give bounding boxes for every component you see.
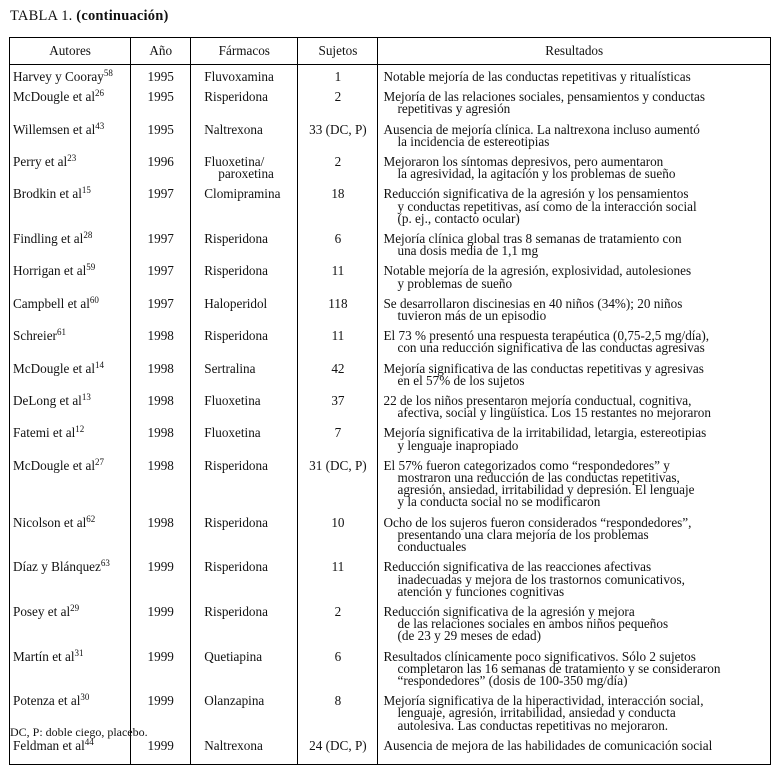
author-name: Campbell et al	[13, 295, 90, 311]
table-caption	[10, 8, 169, 25]
reference-number: 63	[100, 558, 110, 569]
cell-year: 1999	[131, 734, 191, 765]
cell-year: 1995	[131, 85, 191, 117]
cell-author	[10, 85, 131, 117]
cell-year: 1996	[131, 150, 191, 182]
result-line: Ausencia de mejoría clínica. La naltrexona incluso aumentó	[383, 121, 700, 137]
author-name: McDougle et al	[13, 360, 96, 376]
cell-results	[378, 227, 771, 259]
drug-line: paroxetina	[218, 166, 274, 182]
author-name: Brodkin et al	[13, 186, 82, 202]
cell-subjects: 2	[298, 85, 378, 117]
result-line: inadecuadas y mejora de los trastornos comunicativos,	[397, 571, 685, 587]
table-row	[10, 118, 771, 150]
table-row	[10, 421, 771, 453]
cell-results	[378, 357, 771, 389]
cell-subjects: 31 (DC, P)	[298, 454, 378, 511]
result-line: lenguaje, agresión, irritabilidad, ansiedad y conducta	[397, 705, 676, 721]
cell-subjects: 42	[298, 357, 378, 389]
result-line: (p. ej., contacto ocular)	[397, 210, 520, 226]
result-line: Notable mejoría de las conductas repetitivas y ritualísticas	[383, 69, 691, 84]
cell-author	[10, 645, 131, 690]
cell-drug	[191, 454, 298, 511]
cell-subjects: 8	[298, 689, 378, 734]
result-line: Mejoría de las relaciones sociales, pensamientos y conductas	[383, 89, 705, 105]
cell-drug	[191, 259, 298, 291]
author-name: DeLong et al	[13, 393, 82, 409]
result-line: Se desarrollaron discinesias en 40 niños (34%); 20 niños	[383, 295, 683, 311]
author-name: Nicolson et al	[13, 514, 87, 530]
cell-results	[378, 150, 771, 182]
cell-results	[378, 421, 771, 453]
cell-drug	[191, 357, 298, 389]
author-name: McDougle et al	[13, 457, 96, 473]
cell-year: 1998	[131, 357, 191, 389]
table-row	[10, 389, 771, 421]
table-row	[10, 292, 771, 324]
result-line: y lenguaje inapropiado	[397, 437, 519, 453]
result-line: una dosis media de 1,1 mg	[397, 243, 539, 259]
cell-results	[378, 259, 771, 291]
table-row	[10, 511, 771, 556]
reference-number: 27	[95, 456, 105, 467]
author-name: McDougle et al	[13, 89, 96, 105]
drug-line: Risperidona	[204, 328, 268, 344]
cell-author	[10, 357, 131, 389]
author-name: Willemsen et al	[13, 121, 96, 137]
table-row	[10, 259, 771, 291]
cell-year: 1997	[131, 259, 191, 291]
drug-line: Clomipramina	[204, 186, 281, 202]
result-line: Mejoría significativa de la irritabilidad, letargia, estereotipias	[383, 425, 707, 441]
reference-number: 12	[75, 424, 85, 435]
cell-subjects: 2	[298, 600, 378, 645]
drug-line: Fluoxetina	[204, 425, 261, 441]
header-autores: Autores	[10, 38, 131, 65]
cell-subjects: 24 (DC, P)	[298, 734, 378, 765]
cell-drug	[191, 734, 298, 765]
result-line: Mejoraron los síntomas depresivos, pero aumentaron	[383, 154, 664, 170]
header-sujetos: Sujetos	[298, 38, 378, 65]
cell-year: 1998	[131, 421, 191, 453]
cell-results	[378, 118, 771, 150]
cell-results	[378, 645, 771, 690]
reference-number: 28	[83, 230, 93, 241]
result-line: completaron las 16 semanas de tratamiento y se consideraron	[397, 660, 721, 676]
author-name: Harvey y Cooray	[13, 69, 104, 84]
cell-drug	[191, 511, 298, 556]
author-name: Perry et al	[13, 154, 68, 170]
drug-line: Risperidona	[204, 263, 268, 279]
drug-line: Fluoxetina/	[204, 154, 265, 170]
cell-drug	[191, 292, 298, 324]
cell-subjects: 10	[298, 511, 378, 556]
drug-line: Fluoxetina	[204, 393, 261, 409]
cell-drug	[191, 389, 298, 421]
table-row	[10, 324, 771, 356]
result-line: la agresividad, la agitación y los problemas de sueño	[397, 166, 676, 182]
drug-line: Fluvoxamina	[204, 69, 274, 84]
cell-subjects: 11	[298, 324, 378, 356]
result-line: “respondedores” (dosis de 100-350 mg/día)	[397, 672, 628, 688]
cell-author	[10, 65, 131, 86]
cell-year: 1997	[131, 227, 191, 259]
result-line: afectiva, social y lingüística. Los 15 restantes no mejoraron	[397, 405, 711, 421]
result-line: Mejoría clínica global tras 8 semanas de tratamiento con	[383, 231, 682, 247]
table-row	[10, 182, 771, 227]
result-line: Mejoría significativa de la hiperactividad, interacción social,	[383, 693, 704, 709]
result-line: tuvieron más de un episodio	[397, 308, 547, 324]
drug-line: Risperidona	[204, 89, 268, 105]
cell-year: 1999	[131, 600, 191, 645]
cell-author	[10, 421, 131, 453]
author-name: Posey et al	[13, 603, 71, 619]
result-line: conductuales	[397, 539, 467, 555]
result-line: Mejoría significativa de las conductas repetitivas y agresivas	[383, 360, 704, 376]
result-line: y la conducta social no se modificaron	[397, 494, 601, 510]
drug-line: Risperidona	[204, 457, 268, 473]
reference-number: 14	[95, 359, 105, 370]
reference-number: 61	[56, 327, 66, 338]
table-row	[10, 555, 771, 600]
reference-number: 58	[103, 68, 113, 78]
reference-number: 26	[95, 88, 105, 99]
drug-line: Quetiapina	[204, 648, 263, 664]
cell-results	[378, 600, 771, 645]
author-name: Schreier	[13, 328, 57, 344]
result-line: repetitivas y agresión	[397, 101, 511, 117]
drug-line: Olanzapina	[204, 693, 265, 709]
cell-drug	[191, 182, 298, 227]
result-line: Ocho de los sujeros fueron considerados “respondedores”,	[383, 514, 692, 530]
cell-year: 1995	[131, 118, 191, 150]
header-anio: Año	[131, 38, 191, 65]
cell-results	[378, 85, 771, 117]
cell-drug	[191, 85, 298, 117]
cell-author	[10, 389, 131, 421]
cell-drug	[191, 65, 298, 86]
author-name: Findling et al	[13, 231, 84, 247]
cell-results	[378, 734, 771, 765]
result-line: Resultados clínicamente poco significativos. Sólo 2 sujetos	[383, 648, 696, 664]
drug-line: Naltrexona	[204, 737, 263, 753]
reference-number: 59	[86, 262, 96, 273]
cell-results	[378, 292, 771, 324]
cell-drug	[191, 600, 298, 645]
cell-author	[10, 118, 131, 150]
cell-subjects: 33 (DC, P)	[298, 118, 378, 150]
table-row	[10, 65, 771, 86]
cell-subjects: 18	[298, 182, 378, 227]
reference-number: 44	[84, 736, 94, 747]
drug-line: Risperidona	[204, 603, 268, 619]
cell-subjects: 11	[298, 259, 378, 291]
reference-number: 15	[81, 185, 91, 196]
drug-line: Risperidona	[204, 514, 268, 530]
cell-author	[10, 150, 131, 182]
cell-year: 1995	[131, 65, 191, 86]
cell-author	[10, 600, 131, 645]
result-line: Reducción significativa de la agresión y mejora	[383, 603, 635, 619]
author-name: Potenza et al	[13, 693, 81, 709]
result-line: Reducción significativa de las reacciones afectivas	[383, 559, 652, 575]
cell-results	[378, 555, 771, 600]
cell-subjects: 11	[298, 555, 378, 600]
cell-subjects: 37	[298, 389, 378, 421]
result-line: y problemas de sueño	[397, 275, 513, 291]
drug-line: Naltrexona	[204, 121, 263, 137]
caption-prefix: TABLA 1.	[10, 8, 73, 24]
cell-author	[10, 454, 131, 511]
result-line: con una reducción significativa de las conductas agresivas	[397, 340, 705, 356]
table-row	[10, 645, 771, 690]
result-line: y conductas repetitivas, así como de la interacción social	[397, 198, 697, 214]
reference-number: 23	[67, 153, 77, 164]
header-resultados: Resultados	[378, 38, 771, 65]
cell-author	[10, 292, 131, 324]
cell-year: 1998	[131, 511, 191, 556]
cell-results	[378, 689, 771, 734]
author-name: Fatemi et al	[13, 425, 76, 441]
result-line: en el 57% de los sujetos	[397, 372, 525, 388]
cell-year: 1997	[131, 292, 191, 324]
reference-number: 29	[70, 602, 80, 613]
cell-year: 1998	[131, 324, 191, 356]
cell-author	[10, 182, 131, 227]
cell-author	[10, 259, 131, 291]
result-line: 22 de los niños presentaron mejoría conductual, cognitiva,	[383, 393, 692, 409]
cell-results	[378, 65, 771, 86]
reference-number: 60	[89, 294, 99, 305]
cell-results	[378, 511, 771, 556]
table-row	[10, 227, 771, 259]
result-line: autolesiva. Las conductas repetitivas no mejoraron.	[397, 717, 669, 733]
cell-author	[10, 227, 131, 259]
cell-subjects: 7	[298, 421, 378, 453]
table-row	[10, 85, 771, 117]
result-line: Reducción significativa de la agresión y los pensamientos	[383, 186, 689, 202]
drug-line: Sertralina	[204, 360, 256, 376]
cell-year: 1998	[131, 454, 191, 511]
cell-results	[378, 324, 771, 356]
result-line: agresión, ansiedad, irritabilidad y depresión. El lenguaje	[397, 482, 695, 498]
result-line: El 73 % presentó una respuesta terapéutica (0,75-2,5 mg/día),	[383, 328, 710, 344]
cell-year: 1999	[131, 555, 191, 600]
header-farmacos: Fármacos	[191, 38, 298, 65]
cell-subjects: 2	[298, 150, 378, 182]
cell-drug	[191, 324, 298, 356]
result-line: Notable mejoría de la agresión, explosividad, autolesiones	[383, 263, 692, 279]
footnote: DC, P: doble ciego, placebo.	[10, 725, 148, 739]
drug-line: Haloperidol	[204, 295, 268, 311]
caption-bold: (continuación)	[76, 8, 169, 24]
cell-year: 1997	[131, 182, 191, 227]
author-name: Feldman et al	[13, 737, 85, 753]
reference-number: 62	[86, 513, 96, 524]
cell-results	[378, 389, 771, 421]
result-line: El 57% fueron categorizados como “respondedores” y	[383, 457, 670, 473]
reference-number: 30	[80, 692, 90, 703]
cell-year: 1998	[131, 389, 191, 421]
cell-author	[10, 555, 131, 600]
cell-drug	[191, 150, 298, 182]
cell-subjects: 6	[298, 645, 378, 690]
result-line: mostraron una reducción de las conductas repetitivas,	[397, 470, 680, 486]
studies-table	[9, 37, 771, 765]
cell-year: 1999	[131, 689, 191, 734]
cell-drug	[191, 689, 298, 734]
result-line: Ausencia de mejora de las habilidades de comunicación social	[383, 737, 713, 753]
result-line: (de 23 y 29 meses de edad)	[397, 628, 542, 644]
result-line: presentando una clara mejoría de los problemas	[397, 526, 649, 542]
header-row	[10, 38, 771, 65]
cell-author	[10, 511, 131, 556]
drug-line: Risperidona	[204, 559, 268, 575]
result-line: de las relaciones sociales en ambos niños pequeños	[397, 616, 669, 632]
reference-number: 31	[74, 647, 84, 658]
result-line: atención y funciones cognitivas	[397, 583, 565, 599]
table-row	[10, 357, 771, 389]
cell-drug	[191, 645, 298, 690]
table-row	[10, 600, 771, 645]
drug-line: Risperidona	[204, 231, 268, 247]
table-row	[10, 150, 771, 182]
cell-year: 1999	[131, 645, 191, 690]
cell-results	[378, 182, 771, 227]
cell-subjects: 118	[298, 292, 378, 324]
cell-author	[10, 324, 131, 356]
author-name: Horrigan et al	[13, 263, 87, 279]
cell-subjects: 1	[298, 65, 378, 86]
cell-drug	[191, 421, 298, 453]
author-name: Díaz y Blánquez	[13, 559, 101, 575]
cell-results	[378, 454, 771, 511]
reference-number: 43	[95, 120, 105, 131]
cell-subjects: 6	[298, 227, 378, 259]
cell-drug	[191, 555, 298, 600]
author-name: Martín et al	[13, 648, 75, 664]
cell-drug	[191, 227, 298, 259]
reference-number: 13	[81, 392, 91, 403]
table-row	[10, 454, 771, 511]
result-line: la incidencia de estereotipias	[397, 133, 550, 149]
cell-drug	[191, 118, 298, 150]
